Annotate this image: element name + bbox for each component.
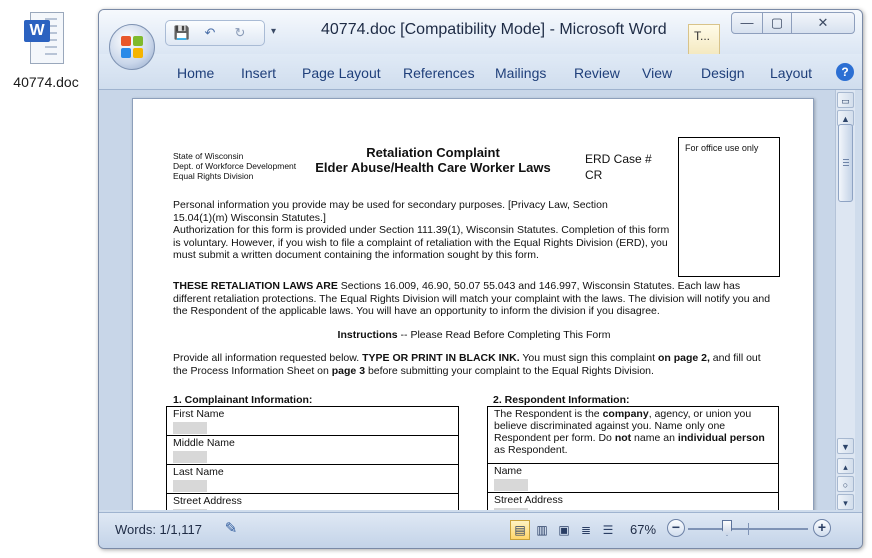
desktop-file-icon[interactable] — [8, 10, 84, 90]
contextual-tab-group[interactable]: T... — [688, 24, 720, 54]
print-layout-icon[interactable]: ▤ — [510, 520, 530, 540]
browse-object-icon[interactable]: ○ — [837, 476, 854, 492]
maximize-button[interactable]: ▢ — [762, 12, 792, 34]
customize-toolbar-dropdown-icon[interactable]: ▾ — [271, 26, 277, 37]
scroll-thumb[interactable] — [838, 124, 853, 202]
respondent-address-field[interactable]: Street Address — [488, 493, 779, 511]
help-icon[interactable]: ? — [836, 63, 854, 81]
word-document-icon: W — [24, 10, 68, 66]
complainant-heading: 1. Complainant Information: — [173, 394, 313, 406]
respondent-name-field[interactable]: Name — [488, 464, 779, 493]
office-logo-icon — [121, 36, 143, 58]
title-bar — [99, 10, 862, 54]
first-name-field[interactable]: First Name — [167, 407, 459, 436]
vertical-scrollbar[interactable] — [835, 90, 855, 510]
minimize-button[interactable]: — — [731, 12, 763, 34]
middle-name-field[interactable]: Middle Name — [167, 436, 459, 465]
web-layout-icon[interactable]: ▣ — [558, 523, 570, 537]
respondent-heading: 2. Respondent Information: — [493, 394, 630, 406]
next-page-icon[interactable]: ▾ — [837, 494, 854, 510]
tab-review[interactable]: Review — [574, 65, 620, 81]
zoom-out-icon[interactable]: − — [667, 519, 685, 537]
undo-icon[interactable]: ↶ — [204, 25, 216, 40]
document-page[interactable] — [132, 98, 814, 510]
full-screen-reading-icon[interactable]: ▥ — [536, 523, 548, 537]
document-area[interactable] — [99, 90, 835, 510]
last-name-field[interactable]: Last Name — [167, 465, 459, 494]
respondent-name-input[interactable] — [494, 479, 528, 491]
proofing-icon[interactable]: ✎ — [224, 520, 238, 537]
privacy-notice: Personal information you provide may be used for secondary purposes. [Privacy Law, Section 15.04(1)(m) Wisconsin Statutes.] — [173, 199, 608, 224]
scroll-up-icon[interactable]: ▲ — [837, 110, 854, 126]
document-title: Retaliation Complaint Elder Abuse/Health Care Worker Laws — [315, 145, 551, 175]
save-icon[interactable]: 💾 — [173, 25, 191, 40]
redo-icon[interactable]: ↻ — [234, 25, 246, 40]
close-button[interactable]: ✕ — [791, 12, 855, 34]
tab-layout[interactable]: Layout — [770, 65, 813, 81]
zoom-slider-thumb[interactable] — [722, 520, 732, 536]
quick-access-toolbar — [165, 20, 265, 46]
laws-paragraph: THESE RETALIATION LAWS ARE Sections 16.009, 46.90, 50.07 55.043 and 146.997, Wisconsin Statutes. Each law has different retaliation protections. The Equal Rights Division will match your complaint with the laws. The division will notify you and the Respondent of the applicable laws. You will have an opportunity to inform the division if you disagree. — [173, 280, 771, 317]
authorization-notice: Authorization for this form is provided under Section 111.39(1), Wisconsin Statutes. Completion of this form is voluntary. However, if you wish to file a complaint of retaliation with the Equal Rights Division (ERD), you must submit a written document containing the information sought by this form. — [173, 224, 670, 261]
status-bar — [99, 512, 862, 548]
respondent-address-input[interactable] — [494, 508, 528, 510]
middle-name-input[interactable] — [173, 451, 207, 463]
agency-block: State of Wisconsin Dept. of Workforce Development Equal Rights Division — [173, 151, 297, 181]
instructions-heading: Instructions -- Please Read Before Completing This Form — [337, 329, 611, 341]
tab-page-layout[interactable]: Page Layout — [302, 65, 381, 81]
zoom-in-icon[interactable]: + — [813, 519, 831, 537]
respondent-table — [487, 406, 779, 510]
respondent-note: The Respondent is the company, agency, or union you believe discriminated against you. Name only one Respondent per form. Do not name an individual person as Respondent. — [488, 407, 779, 464]
scroll-down-icon[interactable]: ▼ — [837, 438, 854, 454]
instructions-paragraph: Provide all information requested below. TYPE OR PRINT IN BLACK INK. You must sign this complaint on page 2, and fill out the Process Information Sheet on page 3 before submitting your complaint to the Equal Rights Division. — [173, 352, 761, 377]
last-name-input[interactable] — [173, 480, 207, 492]
tab-view[interactable]: View — [642, 65, 673, 81]
tab-design[interactable]: Design — [701, 65, 745, 81]
office-button[interactable] — [109, 24, 155, 70]
erd-case-label: ERD Case # CR — [585, 152, 652, 182]
street-address-input[interactable] — [173, 509, 207, 510]
tab-home[interactable]: Home — [177, 65, 215, 81]
draft-icon[interactable]: ☰ — [602, 523, 614, 537]
previous-page-icon[interactable]: ▴ — [837, 458, 854, 474]
desktop-file-label: 40774.doc — [13, 74, 79, 90]
complainant-table — [166, 406, 459, 510]
word-window — [98, 9, 863, 549]
first-name-input[interactable] — [173, 422, 207, 434]
word-count[interactable]: Words: 1/1,117 — [115, 522, 202, 537]
ruler-toggle-icon[interactable]: ▭ — [837, 92, 854, 108]
window-title: 40774.doc [Compatibility Mode] - Microsoft Word — [321, 21, 667, 38]
office-use-box: For office use only — [678, 137, 780, 277]
outline-icon[interactable]: ≣ — [580, 523, 592, 537]
street-address-field[interactable]: Street Address — [167, 494, 459, 511]
zoom-level[interactable]: 67% — [630, 522, 657, 537]
tab-insert[interactable]: Insert — [241, 65, 277, 81]
tab-references[interactable]: References — [403, 65, 475, 81]
ribbon-tab-bar — [99, 54, 862, 90]
tab-mailings[interactable]: Mailings — [495, 65, 547, 81]
